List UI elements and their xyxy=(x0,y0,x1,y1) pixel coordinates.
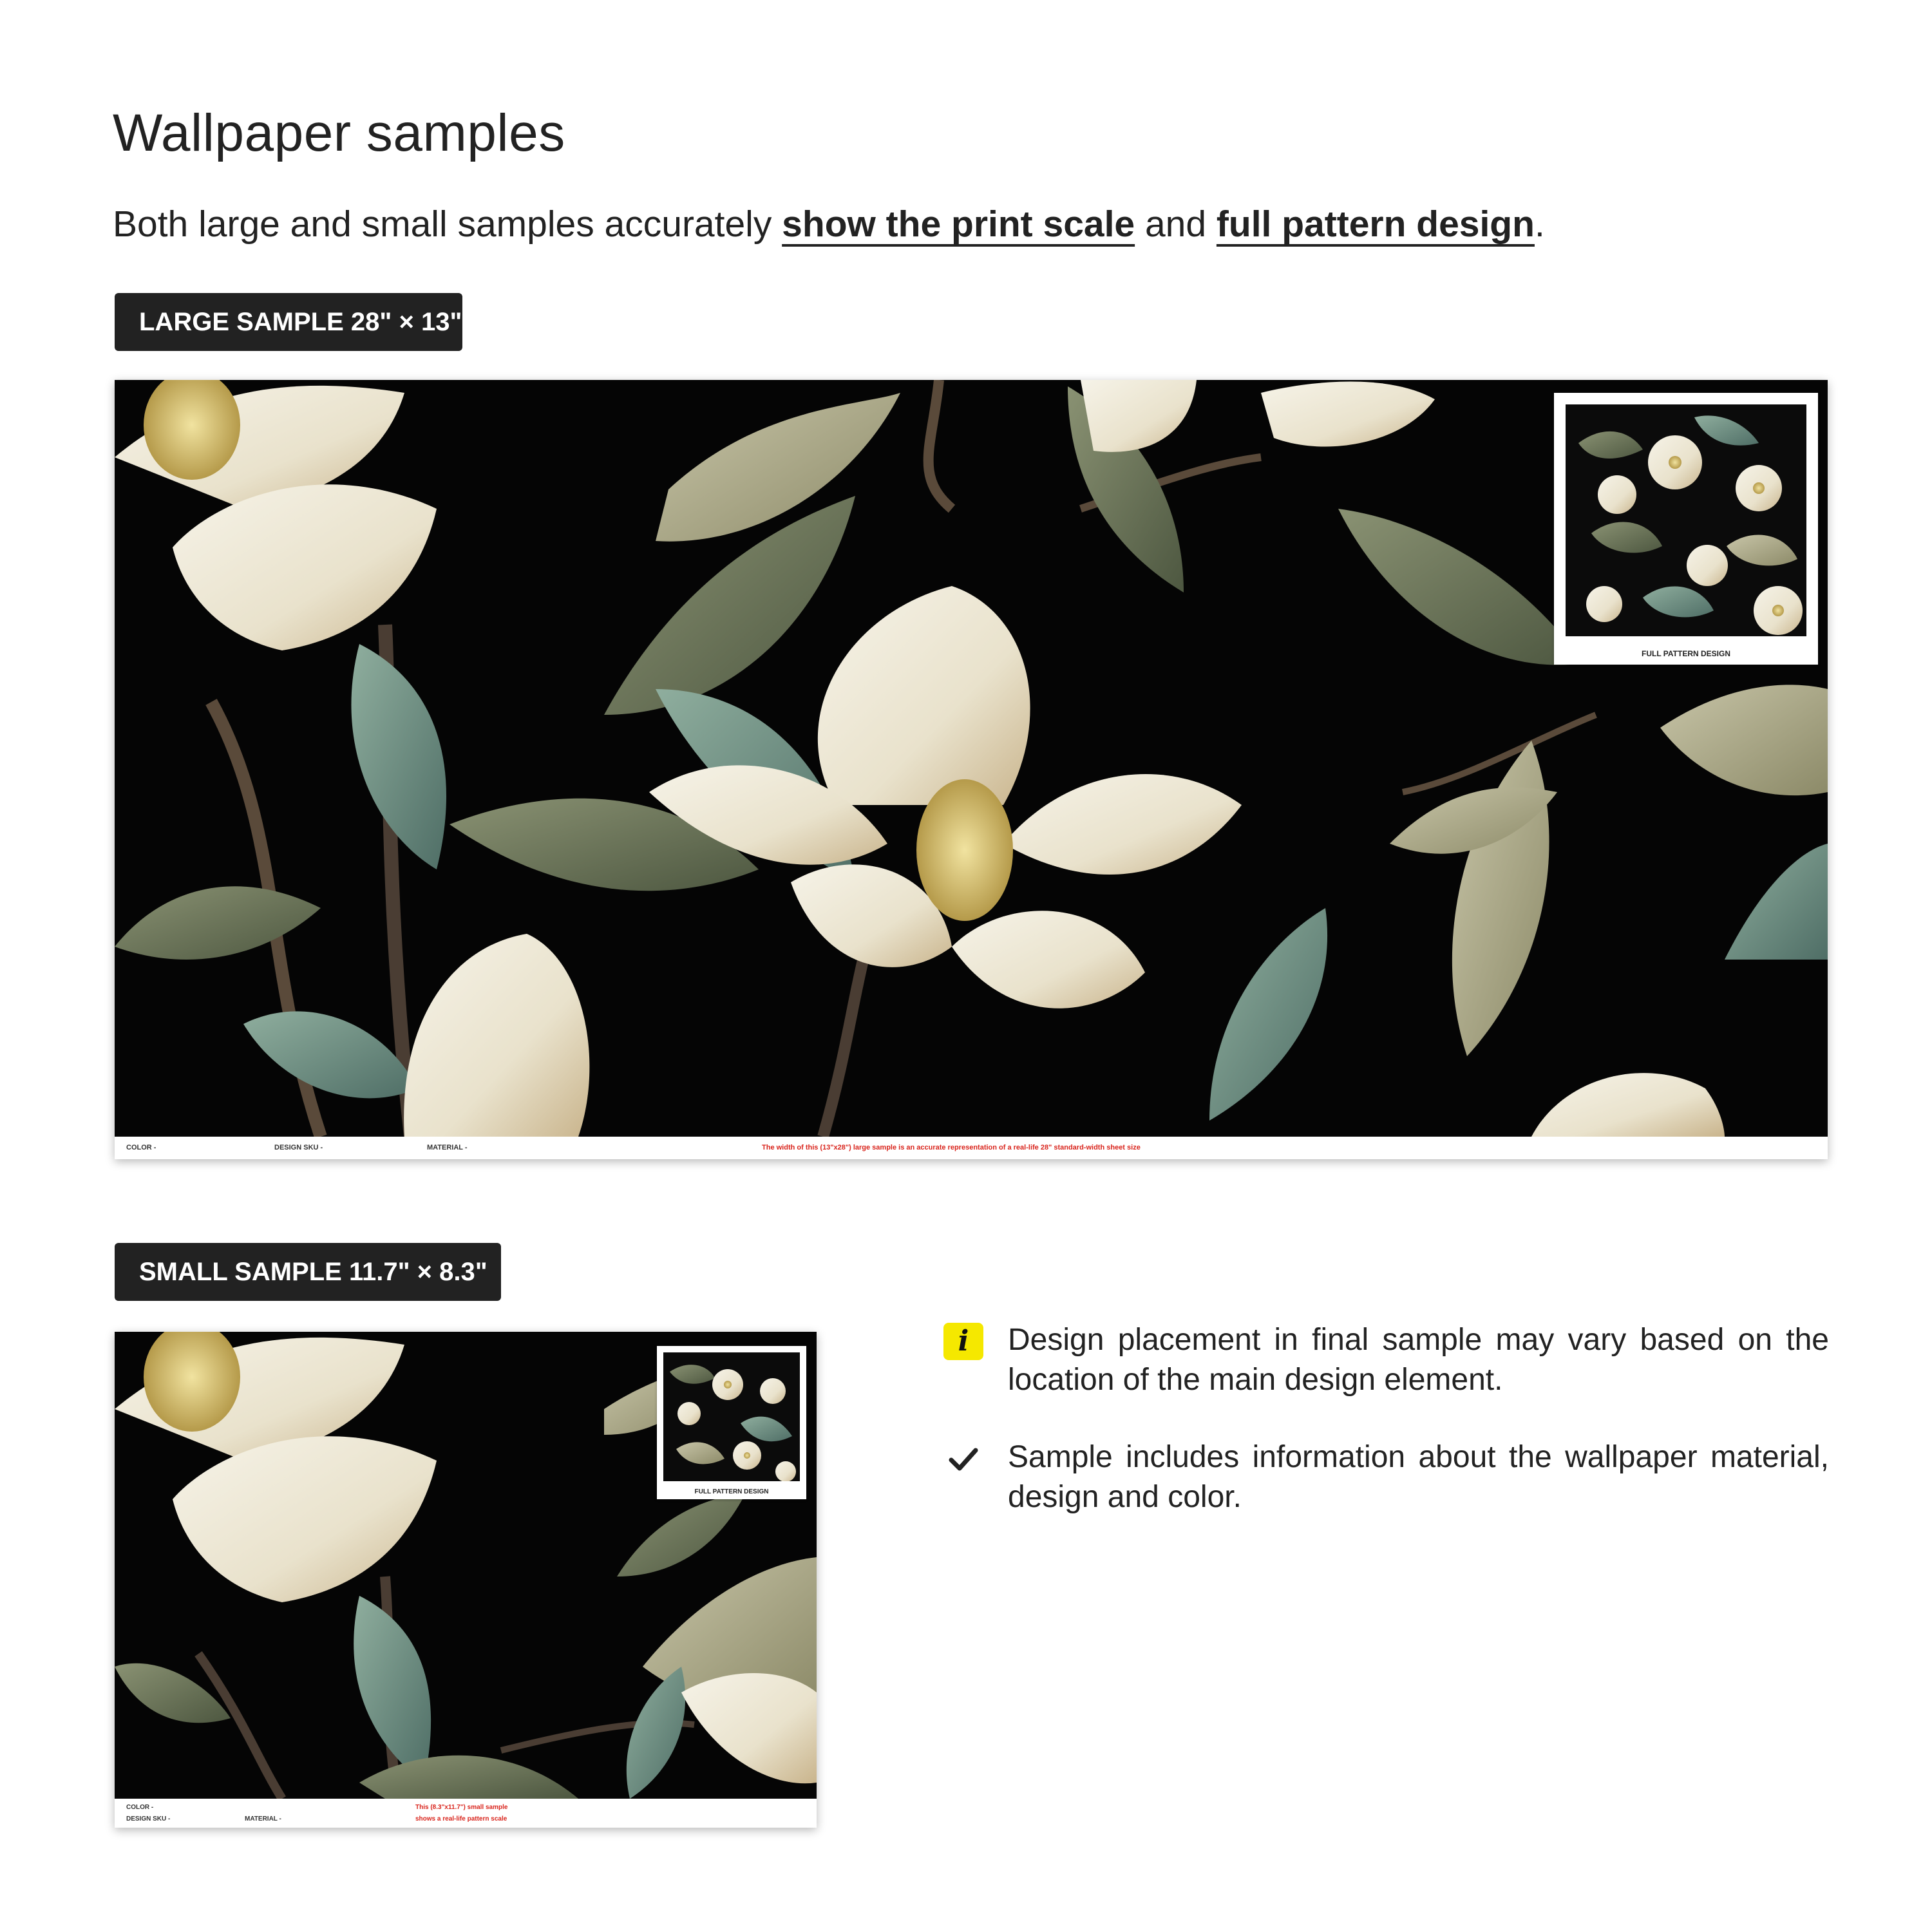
sample-notes xyxy=(943,1320,1829,1517)
subtitle-text-and: and xyxy=(1135,204,1217,245)
small-footer-note-line1: This (8.3"x11.7") small sample xyxy=(415,1804,508,1811)
large-footer-material-label: MATERIAL - xyxy=(427,1144,468,1151)
small-sample-footer xyxy=(115,1799,817,1828)
small-pattern-thumbnail-art xyxy=(663,1352,800,1481)
subtitle-text: Both large and small samples accurately xyxy=(113,204,782,245)
subtitle-emphasis-full-pattern: full pattern design xyxy=(1216,204,1535,245)
large-full-pattern-thumbnail xyxy=(1554,393,1818,665)
small-footer-material-label: MATERIAL - xyxy=(245,1815,281,1823)
small-sample-card xyxy=(115,1332,817,1828)
large-sample-footer xyxy=(115,1137,1828,1159)
small-footer-sku-label: DESIGN SKU - xyxy=(126,1815,171,1823)
large-pattern-caption: FULL PATTERN DESIGN xyxy=(1642,649,1730,658)
page-subtitle xyxy=(113,203,1545,245)
note-design-placement-text: Design placement in final sample may vary based on the location of the main design element. xyxy=(1008,1323,1829,1397)
note-sample-info xyxy=(943,1437,1829,1517)
note-sample-info-text: Sample includes information about the wallpaper material, design and color. xyxy=(1008,1440,1829,1514)
large-sample-card xyxy=(115,380,1828,1159)
small-footer-note-line2: shows a real-life pattern scale xyxy=(415,1815,507,1823)
large-pattern-thumbnail-art xyxy=(1566,404,1806,636)
subtitle-period: . xyxy=(1534,204,1545,245)
check-icon xyxy=(949,1446,978,1472)
info-icon: i xyxy=(943,1323,983,1360)
small-full-pattern-thumbnail xyxy=(657,1346,806,1499)
small-sample-badge: SMALL SAMPLE 11.7" × 8.3" xyxy=(115,1243,501,1301)
large-sample-badge: LARGE SAMPLE 28" × 13" xyxy=(115,293,462,351)
small-pattern-caption: FULL PATTERN DESIGN xyxy=(694,1488,769,1495)
large-footer-sku-label: DESIGN SKU - xyxy=(274,1144,323,1151)
large-footer-color-label: COLOR - xyxy=(126,1144,156,1151)
large-footer-note: The width of this (13"x28") large sample is an accurate representation of a real-life 28" standard-width sheet size xyxy=(762,1144,1141,1151)
small-footer-color-label: COLOR - xyxy=(126,1804,154,1811)
page-title: Wallpaper samples xyxy=(113,104,565,162)
subtitle-emphasis-print-scale: show the print scale xyxy=(782,204,1135,245)
note-design-placement xyxy=(943,1320,1829,1400)
